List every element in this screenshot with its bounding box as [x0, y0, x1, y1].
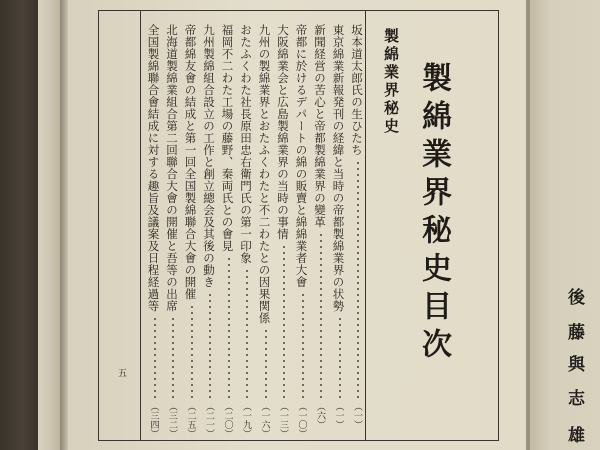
toc-entry-title: 坂本道太郎氏の生ひたち [350, 24, 364, 156]
next-page-author-char: 雄 [568, 426, 585, 446]
toc-entry-page: （一三） [278, 402, 288, 438]
toc-entry-page: （六） [315, 402, 325, 429]
toc-leader-dots [339, 316, 341, 398]
next-page [530, 0, 600, 450]
toc-entry-title: 東京綿業新報発刊の経緯と当時の帝都製綿業界の状勢 [331, 24, 346, 312]
toc-entry [238, 24, 254, 436]
next-page-author-char: 志 [568, 389, 585, 409]
next-page-author-char: 後 [568, 288, 585, 308]
next-page-author-char: 與 [568, 355, 585, 375]
toc-entry-title: 九州の製綿業界とおたふくわたと不二わたとの因果関係 [257, 24, 272, 324]
toc-entry [294, 24, 310, 436]
toc-entry-page: （三四） [148, 402, 159, 438]
toc-leader-dots [154, 316, 156, 398]
toc-entry [331, 24, 347, 436]
toc-entry-title: 帝都綿友會の結成と第一回全国製綿聯合大會の開催 [183, 24, 198, 300]
book-gutter [60, 0, 68, 450]
toc-entry-page: （二五） [185, 402, 196, 438]
toc-entry-title: 全国製綿聯合會結成に対する趣旨及議案及日程経過等 [146, 24, 161, 312]
section-header: 製綿業界秘史 [382, 28, 400, 136]
toc-leader-dots [357, 160, 359, 398]
toc-entry-title: 九州製綿組合設立の工作と創立總会及其後の動き [202, 24, 216, 288]
toc-leader-dots [191, 304, 193, 398]
toc-entry [183, 24, 199, 436]
next-page-author-char: 藤 [568, 323, 585, 343]
frame-bottom [98, 440, 498, 441]
toc-entry-title: 新聞経営の苦心と帝都製綿業界の變革 [313, 24, 327, 228]
toc-entry [312, 24, 328, 436]
frame-top [98, 10, 498, 11]
toc-leader-dots [246, 268, 248, 398]
toc-entry-page: （一九） [241, 402, 251, 438]
toc-entry [220, 24, 236, 436]
frame-inner-right [365, 10, 366, 441]
toc-title: 製綿業界秘史目次 [416, 62, 451, 366]
frame-right [498, 10, 499, 441]
toc-entry-page: （二一） [204, 402, 214, 438]
toc-entry [201, 24, 217, 436]
toc-entry [146, 24, 162, 436]
page-number: 五 [116, 368, 126, 377]
toc-entry-title: 北海道製綿業組合第二回聯合大會の開催と吾等の出席 [165, 24, 179, 312]
toc-entry-title: 福岡不二わた工場の藤野、秦両氏との會見 [220, 24, 235, 252]
frame-left [98, 10, 99, 441]
toc-entry-page: （一） [352, 402, 362, 429]
book-spine [0, 0, 38, 450]
toc-entry-page: （一六） [259, 402, 270, 438]
toc-leader-dots [172, 316, 174, 398]
toc-entry-title: 帝都に於けるデパートの綿の販賣と綿綿業者大會 [294, 24, 309, 288]
toc-entry-page: （二〇） [222, 402, 233, 438]
toc-leader-dots [302, 292, 304, 398]
toc-entry-page: （一） [333, 402, 344, 429]
toc-entry [164, 24, 180, 436]
toc-entry [349, 24, 365, 436]
toc-entry-title: おたふくわた社長原田忠右衛門氏の第一印象 [239, 24, 253, 264]
toc-entry [275, 24, 291, 436]
toc-entry-page: （三二） [167, 402, 177, 438]
toc-leader-dots [283, 244, 285, 398]
toc-entry-page: （一〇） [296, 402, 307, 438]
toc-entry [257, 24, 273, 436]
toc-leader-dots [320, 232, 322, 398]
toc-entry-title: 大阪綿業会と広島製綿業界の当時の事情 [276, 24, 290, 240]
toc-leader-dots [228, 256, 230, 398]
toc-leader-dots [209, 292, 211, 398]
toc-leader-dots [265, 328, 267, 398]
page-edges [38, 0, 60, 450]
frame-inner-left [140, 10, 141, 441]
